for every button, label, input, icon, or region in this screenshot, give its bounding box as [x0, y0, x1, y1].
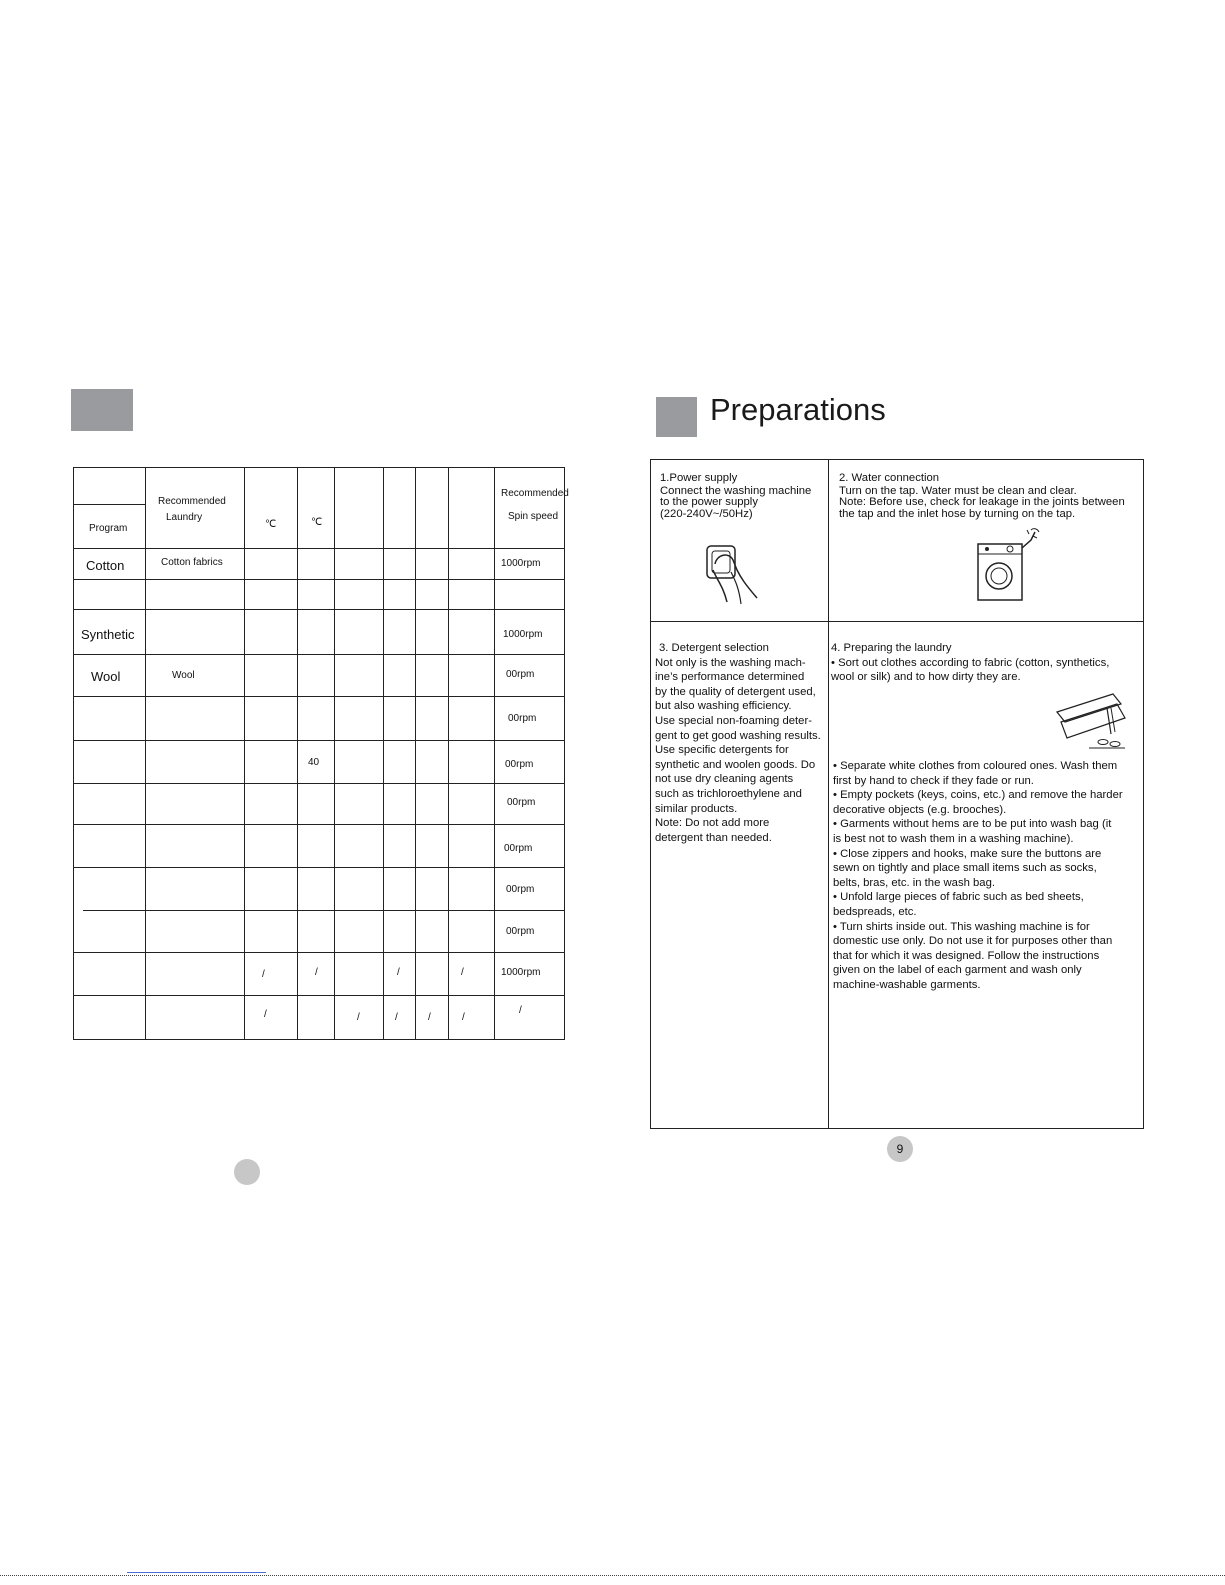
spin-row11: 1000rpm: [501, 967, 541, 978]
washing-machine-icon: [975, 526, 1045, 606]
slash: /: [462, 1012, 465, 1023]
laundry-instructions: • Separate white clothes from coloured ones. Wash them first by hand to check if they fade or run. • Empty pockets (keys, coins, etc.) and remove the harder decorative objects (e.g. brooches). • Garments without hems are to be put into wash bag (it is best not to wash them in a washing machine). • Close zippers and hooks, make sure the buttons are sewn on tightly and place small items such as socks, belts, bras, etc. in the wash bag. • Unfold large pieces of fabric such as bed sheets, bedspreads, etc. • Turn shirts inside out. This washing machine is for domestic use only. Do not use it for purposes other than that for which it was designed. Follow the instructions given on the label of each garment and wash only machine-washable garments.: [833, 760, 1123, 991]
power-supply-section: 1.Power supply Connect the washing machine to the power supply (220-240V~/50Hz): [660, 472, 812, 520]
spin-wool: 00rpm: [506, 669, 535, 680]
spin-row5: 00rpm: [508, 713, 537, 724]
page-divider: [0, 1575, 1225, 1576]
section-marker-square: [656, 397, 697, 437]
preparing-laundry-section: 4. Preparing the laundry • Sort out clothes according to fabric (cotton, synthetics, wool or silk) and to how dirty they are.: [831, 642, 1110, 684]
spin-row10: 00rpm: [506, 926, 535, 937]
detergent-section: 3. Detergent selection Not only is the washing mach- ine’s performance determined by the quality of detergent used, but also washing efficiency. Use special non-foaming deter- gent to get good washing results. Use specific detergents for synthetic and woolen goods. Do not use dry cleaning agents such as trichloroethylene and similar products. Note: Do not add more detergent than needed.: [655, 642, 821, 844]
program-wool: Wool: [91, 669, 121, 684]
slash: /: [428, 1012, 431, 1023]
page-number-circle-left: [234, 1159, 260, 1185]
header-laundry-line2: Laundry: [166, 512, 203, 523]
slash: /: [397, 967, 400, 978]
temp-row6: 40: [308, 757, 320, 768]
slash: /: [357, 1012, 360, 1023]
page-title: Preparations: [710, 392, 886, 427]
water-connection-section: 2. Water connection Turn on the tap. Water must be clean and clear. Note: Before use, check for leakage in the joints between the tap and the inlet hose by turning on the tap.: [839, 472, 1125, 520]
spin-cotton: 1000rpm: [501, 558, 541, 569]
blue-rule: [127, 1572, 266, 1573]
slash: /: [519, 1005, 522, 1016]
header-program: Program: [89, 523, 128, 534]
header-temp-a: ℃: [265, 519, 277, 530]
preparations-box: [650, 459, 1144, 1129]
header-spin-line2: Spin speed: [508, 511, 559, 522]
slash: /: [461, 967, 464, 978]
header-spin-line1: Recommended: [501, 488, 569, 499]
spin-row6: 00rpm: [505, 759, 534, 770]
slash: /: [264, 1009, 267, 1020]
program-table: [73, 467, 569, 1040]
page-number: 9: [887, 1136, 913, 1162]
slash: /: [262, 969, 265, 980]
spin-row8: 00rpm: [504, 843, 533, 854]
spin-synthetic: 1000rpm: [503, 629, 543, 640]
spin-row9: 00rpm: [506, 884, 535, 895]
slash: /: [315, 967, 318, 978]
slash: /: [395, 1012, 398, 1023]
program-synthetic: Synthetic: [81, 627, 135, 642]
clothing-label-icon: [1055, 692, 1131, 750]
program-cotton: Cotton: [86, 558, 125, 573]
laundry-cotton: Cotton fabrics: [161, 557, 223, 568]
section-marker-square: [71, 389, 133, 431]
header-laundry-line1: Recommended: [158, 496, 226, 507]
plug-icon: [701, 540, 763, 606]
laundry-wool: Wool: [172, 670, 195, 681]
spin-row7: 00rpm: [507, 797, 536, 808]
header-temp-b: ℃: [311, 517, 323, 528]
